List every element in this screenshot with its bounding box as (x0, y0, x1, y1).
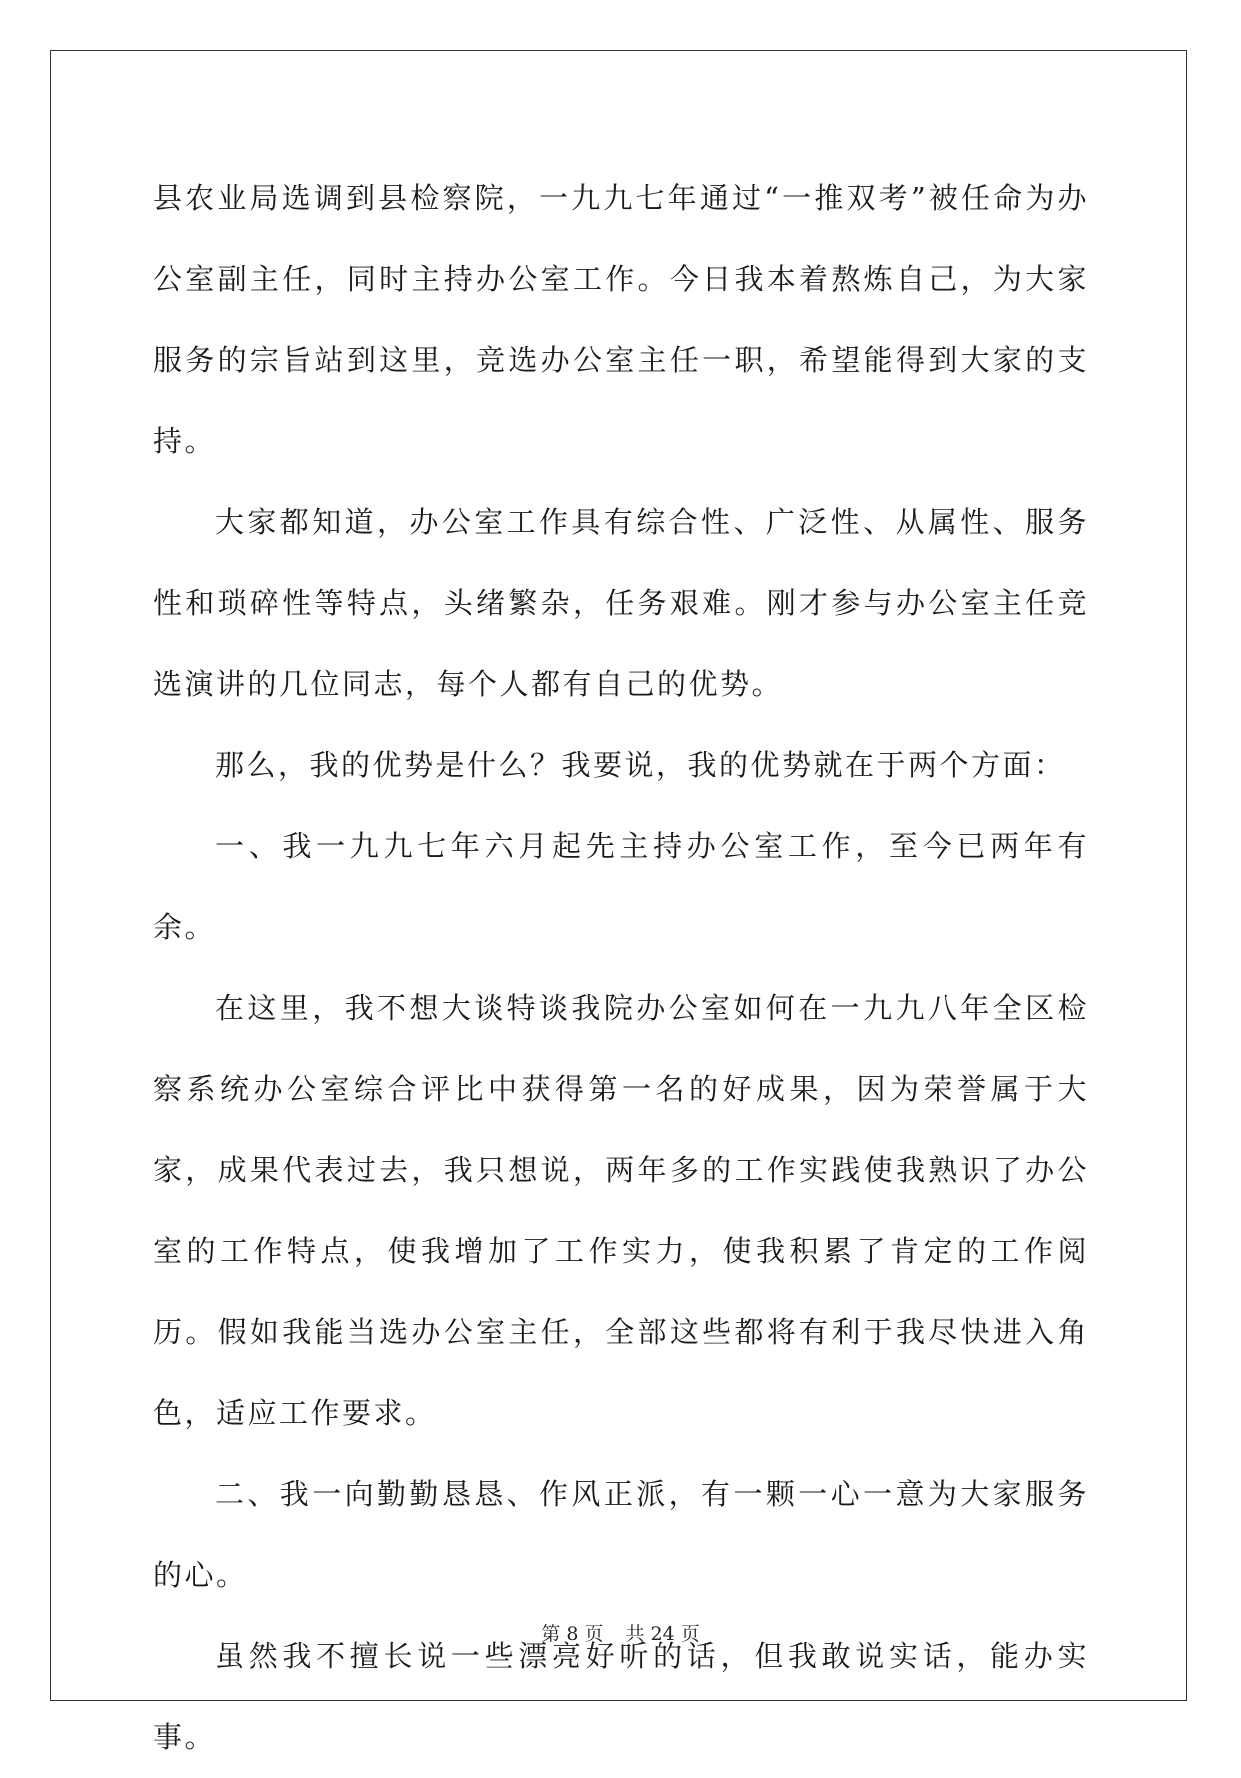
page-total: 共 24 页 (625, 1623, 700, 1645)
paragraph-6: 二、我一向勤勤恳恳、作风正派，有一颗一心一意为大家服务的心。 (153, 1477, 1089, 1592)
paragraph-3: 那么，我的优势是什么？我要说，我的优势就在于两个方面： (215, 748, 1066, 782)
page-number: 第 8 页 (541, 1623, 604, 1645)
paragraph-2: 大家都知道，办公室工作具有综合性、广泛性、从属性、服务性和琐碎性等特点，头绪繁杂，任务艰难。刚才参与办公室主任竞选演讲的几位同志，每个人都有自己的优势。 (153, 505, 1089, 701)
paragraph-4: 一、我一九九七年六月起先主持办公室工作，至今已两年有余。 (153, 829, 1089, 944)
page-footer (0, 1622, 1241, 1646)
paragraph-1: 县农业局选调到县检察院，一九九七年通过“一推双考”被任命为办公室副主任，同时主持办公室工作。今日我本着熬炼自己，为大家服务的宗旨站到这里，竞选办公室主任一职，希望能得到大家的支持。 (153, 181, 1089, 458)
paragraph-7: 虽然我不擅长说一些漂亮好听的话，但我敢说实话，能办实事。 (153, 1639, 1089, 1754)
paragraph-5: 在这里，我不想大谈特谈我院办公室如何在一九九八年全区检察系统办公室综合评比中获得第一名的好成果，因为荣誉属于大家，成果代表过去，我只想说，两年多的工作实践使我熟识了办公室的工作特点，使我增加了工作实力，使我积累了肯定的工作阅历。假如我能当选办公室主任，全部这些都将有利于我尽快进入角色，适应工作要求。 (153, 991, 1089, 1430)
document-body (153, 158, 1089, 1778)
